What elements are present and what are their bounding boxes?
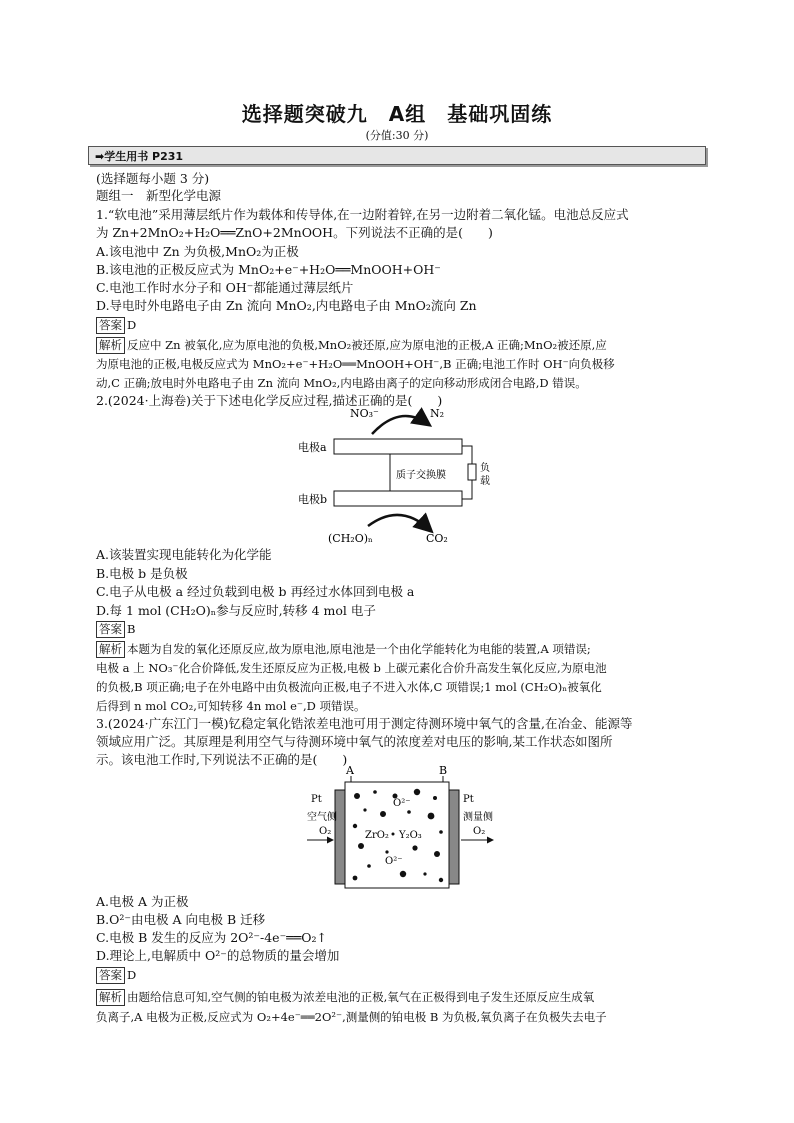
top-reaction-arrow	[372, 416, 428, 434]
q2-option-d: D.每 1 mol (CH₂O)ₙ参与反应时,转移 4 mol 电子	[96, 603, 376, 618]
fig-membrane-label: 质子交换膜	[396, 470, 446, 481]
q2-option-b: B.电极 b 是负极	[96, 566, 188, 581]
fig-y2o3: Y₂O₃	[399, 830, 422, 841]
fig-pt-right: Pt	[463, 794, 474, 805]
q2-stem: 2.(2024·上海卷)关于下述电化学反应过程,描述正确的是( )	[96, 393, 443, 408]
q1-option-d: D.导电时外电路电子由 Zn 流向 MnO₂,内电路电子由 MnO₂流向 Zn	[96, 298, 477, 313]
fig-pt-left: Pt	[311, 794, 322, 805]
fig-load-label-1: 负	[480, 463, 490, 474]
q1-explanation-line2: 为原电池的正极,电极反应式为 MnO₂+e⁻+H₂O══MnOOH+OH⁻,B 正确;电池工作时 OH⁻向负极移	[96, 357, 615, 371]
fig-o2-right: O₂	[473, 826, 486, 837]
q1-option-c: C.电池工作时水分子和 OH⁻都能通过薄层纸片	[96, 280, 354, 295]
fig-o2-left: O₂	[319, 826, 332, 837]
q3-explanation-line1	[96, 988, 594, 1007]
q3-option-b: B.O²⁻由电极 A 向电极 B 迁移	[96, 912, 266, 927]
q3-stem-line3: 示。该电池工作时,下列说法不正确的是( )	[96, 752, 348, 767]
explanation-tag: 解析	[96, 641, 125, 658]
page-title: 选择题突破九 A组 基础巩固练	[241, 102, 553, 126]
fig-zro2: ZrO₂	[365, 830, 389, 841]
answer-tag: 答案	[96, 317, 125, 334]
fig-electrode-a-label: 电极a	[298, 441, 327, 454]
q1-option-b: B.该电池的正极反应式为 MnO₂+e⁻+H₂O══MnOOH+OH⁻	[96, 262, 441, 277]
q1-stem-line2: 为 Zn+2MnO₂+H₂O══ZnO+2MnOOH。下列说法不正确的是( )	[96, 225, 493, 240]
fig-no3-label: NO₃⁻	[350, 407, 379, 420]
q3-exp-text1: 由题给信息可知,空气侧的铂电极为浓差电池的正极,氧气在正极得到电子发生还原反应生成氧	[127, 990, 595, 1004]
fig-co2-label: CO₂	[426, 532, 448, 545]
q1-answer	[96, 316, 136, 335]
q1-answer-value: D	[127, 318, 137, 332]
q2-answer	[96, 620, 135, 639]
explanation-tag: 解析	[96, 337, 125, 354]
fig-n2-label: N₂	[430, 407, 445, 420]
q3-answer	[96, 966, 136, 985]
q2-exp-text1: 本题为自发的氧化还原反应,故为原电池,原电池是一个由化学能转化为电能的装置,A 项错误;	[127, 642, 591, 656]
q3-option-a: A.电极 A 为正极	[96, 894, 189, 909]
explanation-tag: 解析	[96, 989, 125, 1006]
q1-exp-text1: 反应中 Zn 被氧化,应为原电池的负极,MnO₂被还原,应为原电池的正极,A 正确;MnO₂被还原,应	[127, 338, 607, 352]
q3-option-d: D.理论上,电解质中 O²⁻的总物质的量会增加	[96, 948, 340, 963]
q3-stem-line2: 领域应用广泛。其原理是利用空气与待测环境中氧气的浓度差对电压的影响,某工作状态如图所	[96, 734, 613, 749]
fig-load-label-2: 载	[480, 476, 490, 487]
q3-explanation-line2: 负离子,A 电极为正极,反应式为 O₂+4e⁻══2O²⁻,测量侧的铂电极 B 为负极,氧负离子在负极失去电子	[96, 1010, 607, 1024]
fig-o2ion-bottom: O²⁻	[385, 856, 403, 867]
q2-explanation-line4: 后得到 n mol CO₂,可知转移 4n mol e⁻,D 项错误。	[96, 699, 366, 713]
fig-air-side: 空气侧	[307, 812, 337, 823]
fig-electrode-b-letter: B	[439, 764, 448, 777]
score-note: (分值:30 分)	[365, 129, 429, 142]
pt-electrode-right	[449, 790, 459, 884]
q2-explanation-line3: 的负极,B 项正确;电子在外电路中由负极流向正极,电子不进入水体,C 项错误;1 mol (CH₂O)ₙ被氧化	[96, 680, 602, 694]
q3-stem-line1: 3.(2024·广东江门一模)钇稳定氧化锆浓差电池可用于测定待测环境中氧气的含量,在冶金、能源等	[96, 716, 633, 731]
group-heading: 题组一 新型化学电源	[96, 188, 222, 203]
q1-option-a: A.该电池中 Zn 为负极,MnO₂为正极	[96, 244, 299, 259]
fig-electrode-b-label: 电极b	[298, 493, 328, 506]
q2-answer-value: B	[127, 622, 136, 636]
load-resistor	[468, 464, 476, 480]
q2-electrochem-figure	[290, 402, 520, 550]
q3-concentration-cell-figure	[305, 762, 500, 892]
fig-electrode-a-letter: A	[346, 764, 354, 777]
fig-ch2o-label: (CH₂O)ₙ	[328, 532, 373, 545]
q2-explanation-line1	[96, 640, 591, 659]
pt-electrode-left	[335, 790, 345, 884]
q2-option-c: C.电子从电极 a 经过负载到电极 b 再经过水体回到电极 a	[96, 584, 415, 599]
fig-measure-side: 测量侧	[463, 812, 493, 823]
q1-explanation-line1	[96, 336, 607, 355]
q1-explanation-line3: 动,C 正确;放电时外电路电子由 Zn 流向 MnO₂,内电路由离子的定向移动形成闭合电路,D 错误。	[96, 376, 587, 390]
q3-answer-value: D	[127, 968, 137, 982]
answer-tag: 答案	[96, 967, 125, 984]
electrode-b	[334, 491, 462, 506]
bottom-reaction-arrow	[368, 515, 430, 530]
q3-option-c: C.电极 B 发生的反应为 2O²⁻-4e⁻══O₂↑	[96, 930, 327, 945]
answer-tag: 答案	[96, 621, 125, 638]
q2-explanation-line2: 电极 a 上 NO₃⁻化合价降低,发生还原反应为正极,电极 b 上碳元素化合价升高发生氧化反应,为原电池	[96, 661, 607, 675]
student-book-link[interactable]: ➡学生用书 P231	[95, 150, 184, 163]
fig-o2ion-top: O²⁻	[393, 798, 411, 809]
electrode-a	[334, 439, 462, 454]
q2-option-a: A.该装置实现电能转化为化学能	[96, 547, 272, 562]
q1-stem-line1: 1.“软电池”采用薄层纸片作为载体和传导体,在一边附着锌,在另一边附着二氧化锰。电池总反应式	[96, 207, 629, 222]
instructions: (选择题每小题 3 分)	[96, 171, 210, 186]
section-bar	[88, 146, 706, 165]
